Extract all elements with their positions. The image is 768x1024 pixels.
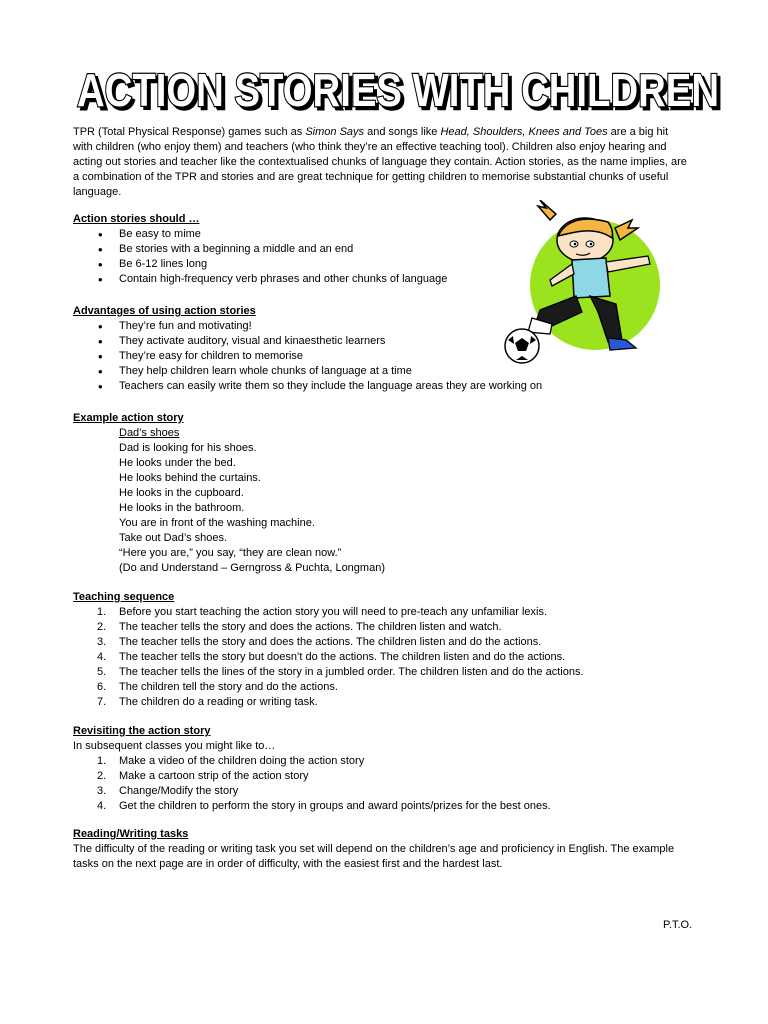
title-graphic (73, 62, 733, 118)
list-item: • Be stories with a beginning a middle and an end (73, 242, 713, 257)
section-example (73, 411, 713, 576)
story-source: (Do and Understand – Gerngross & Puchta, Longman) (119, 562, 385, 574)
reading-text: The difficulty of the reading or writing task you set will depend on the children’s age and proficiency in English. The example tasks on the next page are in order of difficulty, with the easiest first and the hardest last. (73, 843, 675, 870)
section-revisiting (73, 724, 713, 814)
story-line: Take out Dad’s shoes. (119, 532, 228, 544)
section-reading (73, 827, 688, 872)
list-item: • They help children learn whole chunks of language at a time (73, 364, 713, 379)
list-item: 1. Before you start teaching the action story you will need to pre-teach any unfamiliar lexis. (97, 606, 548, 618)
list-item: • They’re fun and motivating! (73, 319, 713, 334)
list-item: 2. Make a cartoon strip of the action story (97, 770, 309, 782)
list-item: 5. The teacher tells the lines of the story in a jumbled order. The children listen and do the actions. (97, 666, 584, 678)
pto-label: P.T.O. (663, 919, 693, 931)
list-item: 6. The children tell the story and do the actions. (97, 681, 338, 693)
list-item: • Be easy to mime (73, 227, 713, 242)
story-line: You are in front of the washing machine. (119, 517, 315, 529)
list-revisiting (73, 754, 713, 814)
heading-should: Action stories should … (73, 213, 200, 225)
story-line: He looks in the cupboard. (119, 487, 244, 499)
heading-advantages: Advantages of using action stories (73, 305, 256, 317)
heading-revisiting: Revisiting the action story (73, 725, 211, 737)
list-teaching (73, 605, 713, 710)
list-item: • They’re easy for children to memorise (73, 349, 713, 364)
story-line: He looks behind the curtains. (119, 472, 261, 484)
list-item: • Be 6-12 lines long (73, 257, 713, 272)
list-item: 4. The teacher tells the story but doesn’t do the actions. The children listen and do the actions. (97, 651, 566, 663)
heading-teaching: Teaching sequence (73, 591, 175, 603)
intro-paragraph: TPR (Total Physical Response) games such as Simon Says and songs like Head, Shoulders, Knees and Toes are a big hit with children (who enjoy them) and teachers (who think they’re an effective teaching tool). Children also enjoy hearing and acting out stories and teacher like the contextualised chunks of language they contain. Action stories, as the name implies, are a combination of the TPR and stories and are great technique for getting children to memorise substantial chunks of useful language. (73, 126, 687, 198)
story-line: He looks in the bathroom. (119, 502, 245, 514)
story-title: Dad’s shoes (119, 427, 180, 439)
document-page (73, 0, 719, 1024)
list-item: • Teachers can easily write them so they include the language areas they are working on (73, 379, 713, 394)
section-teaching (73, 590, 713, 710)
heading-example: Example action story (73, 412, 184, 424)
story-line: He looks under the bed. (119, 457, 236, 469)
list-item: 3. The teacher tells the story and does the actions. The children listen and do the actions. (97, 636, 542, 648)
list-item: 4. Get the children to perform the story in groups and award points/prizes for the best ones. (97, 800, 551, 812)
girl-kicking-football-icon (480, 200, 680, 370)
list-item: • They activate auditory, visual and kinaesthetic learners (73, 334, 713, 349)
heading-reading: Reading/Writing tasks (73, 828, 189, 840)
story-line: “Here you are,” you say, “they are clean now.” (119, 547, 342, 559)
list-item: 1. Make a video of the children doing the action story (97, 755, 365, 767)
list-item: 7. The children do a reading or writing task. (97, 696, 318, 708)
list-item: 2. The teacher tells the story and does the actions. The children listen and watch. (97, 621, 502, 633)
revisiting-lead: In subsequent classes you might like to… (73, 740, 276, 752)
story-line: Dad is looking for his shoes. (119, 442, 257, 454)
page-title (73, 62, 733, 118)
story-block (73, 426, 713, 576)
list-item: • Contain high-frequency verb phrases and other chunks of language (73, 272, 713, 287)
list-item: 3. Change/Modify the story (97, 785, 239, 797)
title-text: ACTION STORIES WITH CHILDREN (77, 64, 719, 116)
